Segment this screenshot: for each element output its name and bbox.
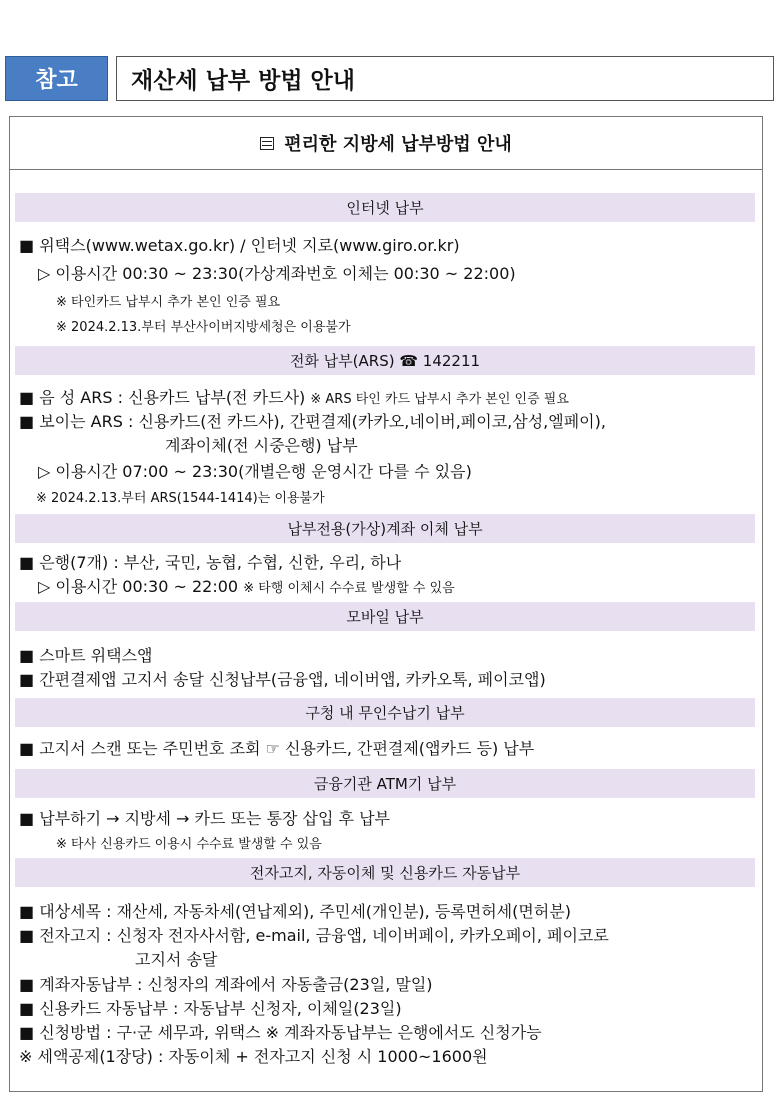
auto-line-1: ■ 대상세목 : 재산세, 자동차세(연납제외), 주민세(개인분), 등록면허세(면허분) (19, 902, 571, 921)
ars-line-3: 계좌이체(전 시중은행) 납부 (165, 436, 358, 455)
ars-line-4: ▷ 이용시간 07:00 ~ 23:30(개별은행 운영시간 다를 수 있음) (38, 462, 472, 481)
ars-note-1: ※ 2024.2.13.부터 ARS(1544-1414)는 이용불가 (36, 491, 325, 506)
section-mobile: 모바일 납부 (15, 602, 755, 631)
atm-note-1: ※ 타사 신용카드 이용시 수수료 발생할 수 있음 (56, 837, 322, 852)
box-title (10, 117, 762, 170)
mobile-line-2: ■ 간편결제앱 고지서 송달 신청납부(금융앱, 네이버앱, 카카오톡, 페이코앱) (19, 670, 546, 689)
internet-line-2: ▷ 이용시간 00:30 ~ 23:30(가상계좌번호 이체는 00:30 ~ 22:00) (38, 264, 516, 283)
auto-line-3: 고지서 송달 (135, 950, 218, 969)
section-auto-payment: 전자고지, 자동이체 및 신용카드 자동납부 (15, 858, 755, 887)
ars-line-2: ■ 보이는 ARS : 신용카드(전 카드사), 간편결제(카카오,네이버,페이코,삼성,엘페이), (19, 412, 606, 431)
virtual-line-2-text: ▷ 이용시간 00:30 ~ 22:00 (38, 577, 239, 596)
auto-line-2: ■ 전자고지 : 신청자 전자사서함, e-mail, 금융앱, 네이버페이, 카카오페이, 페이코로 (19, 926, 609, 945)
section-ars: 전화 납부(ARS) ☎ 142211 (15, 346, 755, 375)
atm-line-1: ■ 납부하기 → 지방세 → 카드 또는 통장 삽입 후 납부 (19, 809, 390, 828)
ars-line-1-text: ■ 음 성 ARS : 신용카드 납부(전 카드사) (19, 388, 306, 407)
ars-line-1 (19, 388, 569, 410)
list-icon (260, 137, 274, 150)
virtual-line-2 (38, 577, 455, 599)
section-atm: 금융기관 ATM기 납부 (15, 769, 755, 798)
box-title-text: 편리한 지방세 납부방법 안내 (284, 134, 512, 155)
auto-line-4: ■ 계좌자동납부 : 신청자의 계좌에서 자동출금(23일, 말일) (19, 975, 433, 994)
section-kiosk: 구청 내 무인수납기 납부 (15, 698, 755, 727)
auto-line-7: ※ 세액공제(1장당) : 자동이체 + 전자고지 신청 시 1000~1600원 (19, 1047, 488, 1066)
page-header (5, 56, 774, 101)
internet-line-1: ■ 위택스(www.wetax.go.kr) / 인터넷 지로(www.giro.or.kr) (19, 236, 460, 255)
auto-line-6: ■ 신청방법 : 구·군 세무과, 위택스 ※ 계좌자동납부는 은행에서도 신청가능 (19, 1023, 542, 1042)
reference-tag: 참고 (5, 56, 108, 101)
ars-line-1-note: ※ ARS 타인 카드 납부시 추가 본인 인증 필요 (310, 392, 569, 407)
virtual-line-2-note: ※ 타행 이체시 수수료 발생할 수 있음 (243, 581, 455, 596)
section-virtual-account: 납부전용(가상)계좌 이체 납부 (15, 514, 755, 543)
virtual-line-1: ■ 은행(7개) : 부산, 국민, 농협, 수협, 신한, 우리, 하나 (19, 553, 402, 572)
internet-note-2: ※ 2024.2.13.부터 부산사이버지방세청은 이용불가 (56, 320, 351, 335)
internet-note-1: ※ 타인카드 납부시 추가 본인 인증 필요 (56, 295, 281, 310)
section-internet: 인터넷 납부 (15, 193, 755, 222)
page-title: 재산세 납부 방법 안내 (116, 56, 774, 101)
kiosk-line-1: ■ 고지서 스캔 또는 주민번호 조회 ☞ 신용카드, 간편결제(앱카드 등) 납부 (19, 739, 535, 758)
mobile-line-1: ■ 스마트 위택스앱 (19, 646, 153, 665)
auto-line-5: ■ 신용카드 자동납부 : 자동납부 신청자, 이체일(23일) (19, 999, 402, 1018)
payment-guide-box (9, 116, 763, 1092)
